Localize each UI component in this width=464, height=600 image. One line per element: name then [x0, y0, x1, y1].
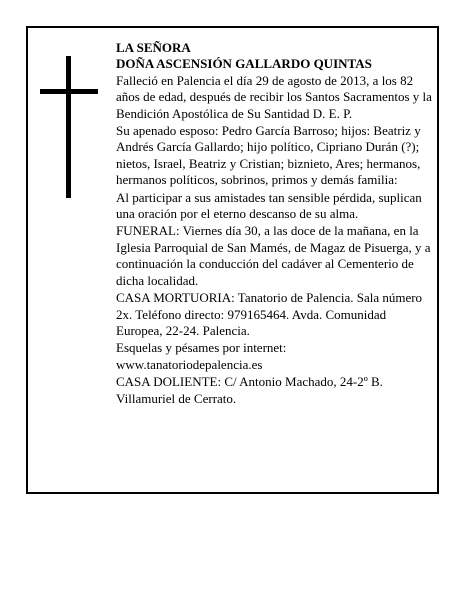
- deceased-name: DOÑA ASCENSIÓN GALLARDO QUINTAS: [116, 56, 372, 72]
- notice-text: [116, 40, 434, 407]
- cross-vertical-bar: [66, 56, 71, 198]
- notice-title-line1: LA SEÑORA: [116, 40, 191, 55]
- online-condolences: Esquelas y pésames por internet: www.tanatoriodepalencia.es: [116, 340, 287, 372]
- cross-horizontal-bar: [40, 89, 98, 94]
- family-address: CASA DOLIENTE: C/ Antonio Machado, 24-2º B. Villamuriel de Cerrato.: [116, 374, 383, 406]
- funeral-details: FUNERAL: Viernes día 30, a las doce de la mañana, en la Iglesia Parroquial de San Mamés, de Magaz de Pisuerga, y a continuación la conducción del cadáver al Cementerio de dicha localidad.: [116, 223, 431, 288]
- latin-cross-icon: [40, 56, 98, 198]
- obituary-notice: [26, 26, 439, 494]
- family-list: Su apenado esposo: Pedro García Barroso; hijos: Beatriz y Andrés García Gallardo; hijo político, Cipriano Durán (?); nietos, Israel, Beatriz y Cristian; biznieto, Ares; hermanos, hermanos políticos, sobrinos, primos y demás familia:: [116, 123, 421, 188]
- prayer-request: Al participar a sus amistades tan sensible pérdida, suplican una oración por el eterno descanso de su alma.: [116, 189, 422, 222]
- death-announcement: Falleció en Palencia el día 29 de agosto de 2013, a los 82 años de edad, después de recibir los Santos Sacramentos y la Bendición Apostólica de Su Santidad D. E. P.: [116, 72, 432, 121]
- funeral-home-details: CASA MORTUORIA: Tanatorio de Palencia. Sala número 2x. Teléfono directo: 979165464. Avda. Comunidad Europea, 22-24. Palencia.: [116, 290, 423, 338]
